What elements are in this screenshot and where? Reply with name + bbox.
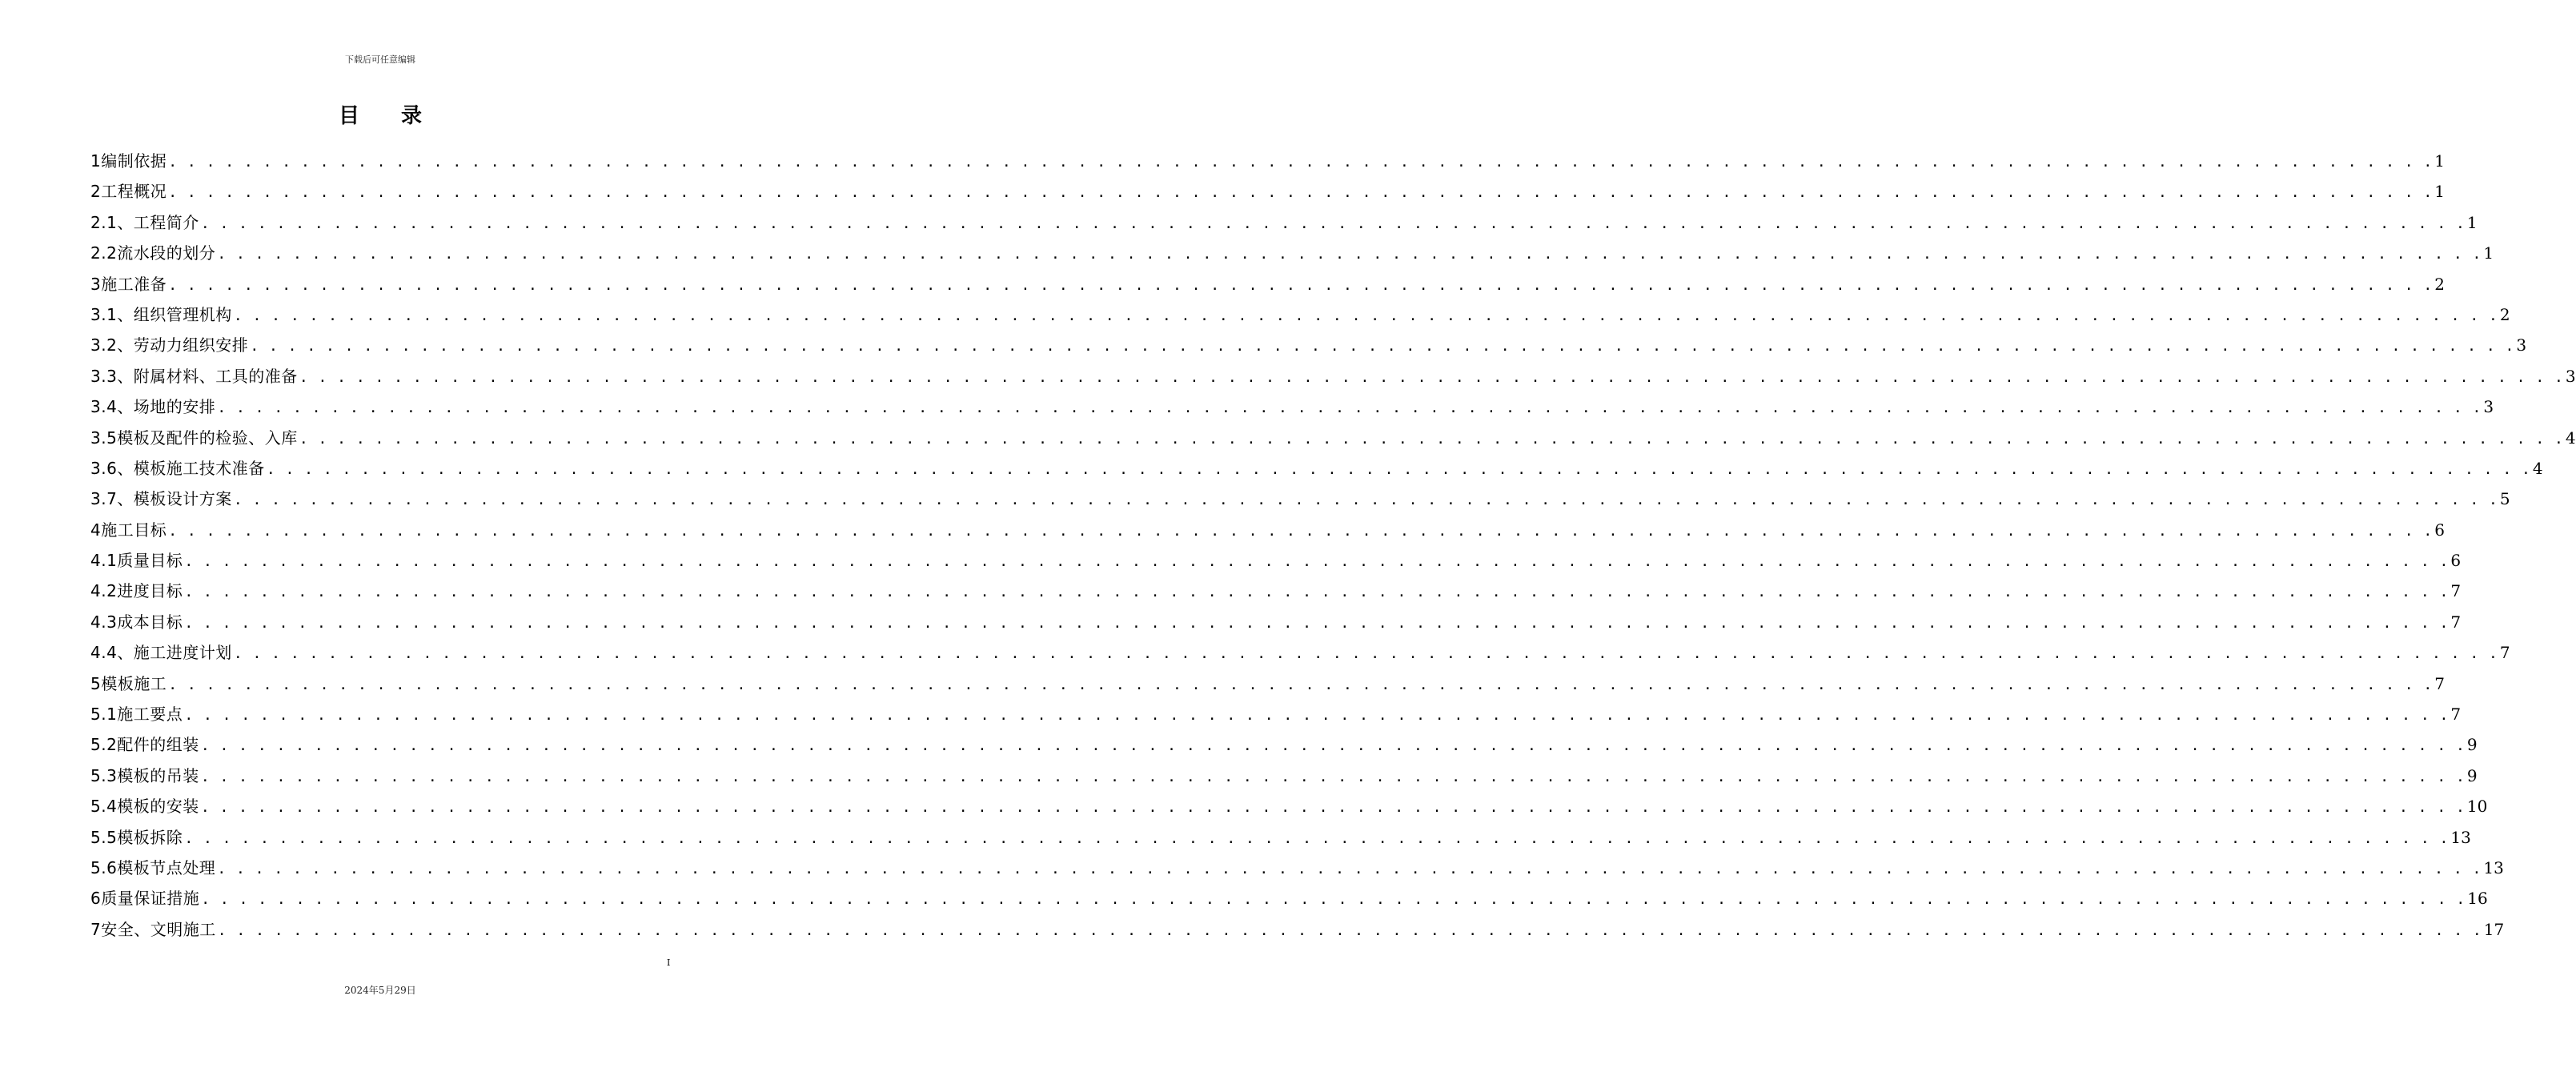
toc-dot-leader: . . . . . . . . . . . . . . . . . . . . . . . . . . . . . . . . . . . . . . . . . . . . . . . . . . . . . . . . . . . . . . . . . . . . . . . . . . . . . . . . . . . . . . . . . . . . . . . . . . . . . . . . . . . . . . . . . . . . . . . . xyxy=(233,645,2498,663)
toc-dot-leader: . . . . . . . . . . . . . . . . . . . . . . . . . . . . . . . . . . . . . . . . . . . . . . . . . . . . . . . . . . . . . . . . . . . . . . . . . . . . . . . . . . . . . . . . . . . . . . . . . . . . . . . . . . . . . . . . . . . . . . . . xyxy=(250,338,2515,355)
toc-entry-label: 5.1施工要点 xyxy=(90,705,183,725)
toc-entry-page: 10 xyxy=(2466,797,2488,817)
toc-entry-label: 4施工目标 xyxy=(90,520,167,540)
toc-entry-label: 5.5模板拆除 xyxy=(90,827,183,847)
toc-entry-page: 7 xyxy=(2450,705,2462,725)
toc-title xyxy=(0,99,760,129)
toc-entry-page: 1 xyxy=(2434,182,2445,202)
toc-entry-page: 9 xyxy=(2466,735,2478,755)
toc-entry[interactable] xyxy=(90,545,2462,576)
toc-entry-label: 5.2配件的组装 xyxy=(90,735,199,755)
footer-date: 2024年5月29日 xyxy=(344,985,416,996)
toc-entry-page: 6 xyxy=(2434,520,2445,540)
toc-entry[interactable] xyxy=(90,914,2505,945)
toc-entry[interactable] xyxy=(90,729,2478,760)
toc-entry-page: 3 xyxy=(2483,397,2494,417)
toc-entry-page: 16 xyxy=(2467,889,2488,909)
toc-entry-label: 3.3、附属材料、工具的准备 xyxy=(90,366,298,386)
toc-entry[interactable] xyxy=(90,761,2478,791)
toc-entry-page: 1 xyxy=(2483,243,2494,263)
toc-entry-label: 5.6模板节点处理 xyxy=(90,857,216,877)
toc-dot-leader: . . . . . . . . . . . . . . . . . . . . . . . . . . . . . . . . . . . . . . . . . . . . . . . . . . . . . . . . . . . . . . . . . . . . . . . . . . . . . . . . . . . . . . . . . . . . . . . . . . . . . . . . . . . . . . . . . . . . . . . . xyxy=(217,860,2482,877)
toc-dot-leader: . . . . . . . . . . . . . . . . . . . . . . . . . . . . . . . . . . . . . . . . . . . . . . . . . . . . . . . . . . . . . . . . . . . . . . . . . . . . . . . . . . . . . . . . . . . . . . . . . . . . . . . . . . . . . . . . . . . . . . . . xyxy=(184,614,2450,632)
toc-entry[interactable] xyxy=(90,207,2478,238)
toc-entry[interactable] xyxy=(90,330,2527,360)
toc-entry[interactable] xyxy=(90,269,2445,299)
toc-entry[interactable] xyxy=(90,637,2510,668)
header-note: 下载后可任意编辑 xyxy=(345,54,415,65)
toc-dot-leader: . . . . . . . . . . . . . . . . . . . . . . . . . . . . . . . . . . . . . . . . . . . . . . . . . . . . . . . . . . . . . . . . . . . . . . . . . . . . . . . . . . . . . . . . . . . . . . . . . . . . . . . . . . . . . . . . . . . . . . . . xyxy=(184,829,2450,847)
toc-entry[interactable] xyxy=(90,423,2576,453)
toc-entry[interactable] xyxy=(90,146,2445,176)
toc-entry-label: 4.1质量目标 xyxy=(90,551,183,571)
toc-entry-label: 5模板施工 xyxy=(90,673,167,693)
toc-entry[interactable] xyxy=(90,453,2543,484)
toc-entry-page: 7 xyxy=(2450,581,2462,601)
toc-dot-leader: . . . . . . . . . . . . . . . . . . . . . . . . . . . . . . . . . . . . . . . . . . . . . . . . . . . . . . . . . . . . . . . . . . . . . . . . . . . . . . . . . . . . . . . . . . . . . . . . . . . . . . . . . . . . . . . . . . . . . . . . xyxy=(217,921,2482,939)
page-number: I xyxy=(667,958,671,968)
toc-dot-leader: . . . . . . . . . . . . . . . . . . . . . . . . . . . . . . . . . . . . . . . . . . . . . . . . . . . . . . . . . . . . . . . . . . . . . . . . . . . . . . . . . . . . . . . . . . . . . . . . . . . . . . . . . . . . . . . . . . . . . . . . xyxy=(200,737,2466,755)
toc-entry-label: 6质量保证措施 xyxy=(90,889,200,909)
toc-dot-leader: . . . . . . . . . . . . . . . . . . . . . . . . . . . . . . . . . . . . . . . . . . . . . . . . . . . . . . . . . . . . . . . . . . . . . . . . . . . . . . . . . . . . . . . . . . . . . . . . . . . . . . . . . . . . . . . . . . . . . . . . xyxy=(217,399,2482,417)
toc-entry-label: 5.3模板的吊装 xyxy=(90,765,199,785)
toc-dot-leader: . . . . . . . . . . . . . . . . . . . . . . . . . . . . . . . . . . . . . . . . . . . . . . . . . . . . . . . . . . . . . . . . . . . . . . . . . . . . . . . . . . . . . . . . . . . . . . . . . . . . . . . . . . . . . . . . . . . . . . . . xyxy=(200,799,2466,817)
toc-entry[interactable] xyxy=(90,791,2488,821)
toc-entry-label: 4.2进度目标 xyxy=(90,581,183,601)
toc-entry-label: 3.6、模板施工技术准备 xyxy=(90,458,265,478)
toc-dot-leader: . . . . . . . . . . . . . . . . . . . . . . . . . . . . . . . . . . . . . . . . . . . . . . . . . . . . . . . . . . . . . . . . . . . . . . . . . . . . . . . . . . . . . . . . . . . . . . . . . . . . . . . . . . . . . . . . . . . . . . . . xyxy=(168,522,2434,540)
toc-entry-page: 4 xyxy=(2532,458,2543,478)
toc-title-char-2: 录 xyxy=(401,104,423,128)
toc-entry-page: 1 xyxy=(2434,151,2445,171)
toc-entry[interactable] xyxy=(90,176,2445,207)
toc-entry-label: 3.1、组织管理机构 xyxy=(90,304,232,324)
toc-entry[interactable] xyxy=(90,361,2576,391)
toc-entry-label: 3.2、劳动力组织安排 xyxy=(90,335,249,355)
toc-dot-leader: . . . . . . . . . . . . . . . . . . . . . . . . . . . . . . . . . . . . . . . . . . . . . . . . . . . . . . . . . . . . . . . . . . . . . . . . . . . . . . . . . . . . . . . . . . . . . . . . . . . . . . . . . . . . . . . . . . . . . . . . xyxy=(233,307,2498,324)
toc-entry-page: 9 xyxy=(2466,765,2478,785)
toc-entry-page: 7 xyxy=(2450,612,2462,632)
toc-entry-label: 3.5模板及配件的检验、入库 xyxy=(90,428,298,448)
toc-entry-page: 13 xyxy=(2483,857,2504,877)
toc-entry[interactable] xyxy=(90,576,2462,606)
toc-entry[interactable] xyxy=(90,699,2462,729)
toc-entry-label: 3.4、场地的安排 xyxy=(90,397,216,417)
toc-entry-page: 17 xyxy=(2483,919,2505,939)
toc-entry[interactable] xyxy=(90,238,2494,268)
toc-entry-page: 2 xyxy=(2499,304,2510,324)
toc-dot-leader: . . . . . . . . . . . . . . . . . . . . . . . . . . . . . . . . . . . . . . . . . . . . . . . . . . . . . . . . . . . . . . . . . . . . . . . . . . . . . . . . . . . . . . . . . . . . . . . . . . . . . . . . . . . . . . . . . . . . . . . . xyxy=(168,676,2434,693)
toc-title-char-1: 目 xyxy=(338,104,359,128)
toc-entry-page: 3 xyxy=(2516,335,2527,355)
toc-entry-page: 1 xyxy=(2466,212,2478,232)
toc-entry-label: 4.3成本目标 xyxy=(90,612,183,632)
toc-dot-leader: . . . . . . . . . . . . . . . . . . . . . . . . . . . . . . . . . . . . . . . . . . . . . . . . . . . . . . . . . . . . . . . . . . . . . . . . . . . . . . . . . . . . . . . . . . . . . . . . . . . . . . . . . . . . . . . . . . . . . . . . xyxy=(200,768,2466,785)
toc-entry-label: 2工程概况 xyxy=(90,182,167,202)
toc-dot-leader: . . . . . . . . . . . . . . . . . . . . . . . . . . . . . . . . . . . . . . . . . . . . . . . . . . . . . . . . . . . . . . . . . . . . . . . . . . . . . . . . . . . . . . . . . . . . . . . . . . . . . . . . . . . . . . . . . . . . . . . . xyxy=(299,368,2564,386)
toc-dot-leader: . . . . . . . . . . . . . . . . . . . . . . . . . . . . . . . . . . . . . . . . . . . . . . . . . . . . . . . . . . . . . . . . . . . . . . . . . . . . . . . . . . . . . . . . . . . . . . . . . . . . . . . . . . . . . . . . . . . . . . . . xyxy=(299,430,2564,448)
toc-entry-page: 13 xyxy=(2450,827,2471,847)
toc-dot-leader: . . . . . . . . . . . . . . . . . . . . . . . . . . . . . . . . . . . . . . . . . . . . . . . . . . . . . . . . . . . . . . . . . . . . . . . . . . . . . . . . . . . . . . . . . . . . . . . . . . . . . . . . . . . . . . . . . . . . . . . . xyxy=(184,553,2450,571)
toc-entry-label: 3施工准备 xyxy=(90,274,167,294)
toc-dot-leader: . . . . . . . . . . . . . . . . . . . . . . . . . . . . . . . . . . . . . . . . . . . . . . . . . . . . . . . . . . . . . . . . . . . . . . . . . . . . . . . . . . . . . . . . . . . . . . . . . . . . . . . . . . . . . . . . . . . . . . . . xyxy=(200,215,2466,232)
toc-entry-page: 5 xyxy=(2499,489,2510,509)
toc-dot-leader: . . . . . . . . . . . . . . . . . . . . . . . . . . . . . . . . . . . . . . . . . . . . . . . . . . . . . . . . . . . . . . . . . . . . . . . . . . . . . . . . . . . . . . . . . . . . . . . . . . . . . . . . . . . . . . . . . . . . . . . . xyxy=(184,707,2450,725)
toc-entry-label: 3.7、模板设计方案 xyxy=(90,489,232,509)
toc-dot-leader: . . . . . . . . . . . . . . . . . . . . . . . . . . . . . . . . . . . . . . . . . . . . . . . . . . . . . . . . . . . . . . . . . . . . . . . . . . . . . . . . . . . . . . . . . . . . . . . . . . . . . . . . . . . . . . . . . . . . . . . . xyxy=(168,184,2434,202)
toc-dot-leader: . . . . . . . . . . . . . . . . . . . . . . . . . . . . . . . . . . . . . . . . . . . . . . . . . . . . . . . . . . . . . . . . . . . . . . . . . . . . . . . . . . . . . . . . . . . . . . . . . . . . . . . . . . . . . . . . . . . . . . . . xyxy=(168,276,2434,294)
toc-entry[interactable] xyxy=(90,883,2488,913)
toc-entry-label: 2.2流水段的划分 xyxy=(90,243,216,263)
toc-dot-leader: . . . . . . . . . . . . . . . . . . . . . . . . . . . . . . . . . . . . . . . . . . . . . . . . . . . . . . . . . . . . . . . . . . . . . . . . . . . . . . . . . . . . . . . . . . . . . . . . . . . . . . . . . . . . . . . . . . . . . . . . xyxy=(201,891,2466,909)
toc-entry-label: 1编制依据 xyxy=(90,151,167,171)
toc-entry[interactable] xyxy=(90,391,2494,422)
toc-entry-label: 2.1、工程简介 xyxy=(90,212,199,232)
toc-entry-label: 7安全、文明施工 xyxy=(90,919,216,939)
toc-entry-page: 2 xyxy=(2434,274,2445,294)
toc-entry-page: 3 xyxy=(2565,366,2576,386)
toc-dot-leader: . . . . . . . . . . . . . . . . . . . . . . . . . . . . . . . . . . . . . . . . . . . . . . . . . . . . . . . . . . . . . . . . . . . . . . . . . . . . . . . . . . . . . . . . . . . . . . . . . . . . . . . . . . . . . . . . . . . . . . . . xyxy=(168,154,2434,171)
toc-dot-leader: . . . . . . . . . . . . . . . . . . . . . . . . . . . . . . . . . . . . . . . . . . . . . . . . . . . . . . . . . . . . . . . . . . . . . . . . . . . . . . . . . . . . . . . . . . . . . . . . . . . . . . . . . . . . . . . . . . . . . . . . xyxy=(184,584,2450,601)
toc-entry-page: 6 xyxy=(2450,551,2462,571)
toc-entry[interactable] xyxy=(90,853,2504,883)
toc-entry[interactable] xyxy=(90,515,2445,545)
toc-entry-page: 7 xyxy=(2434,673,2445,693)
toc-entry-page: 4 xyxy=(2565,428,2576,448)
toc-dot-leader: . . . . . . . . . . . . . . . . . . . . . . . . . . . . . . . . . . . . . . . . . . . . . . . . . . . . . . . . . . . . . . . . . . . . . . . . . . . . . . . . . . . . . . . . . . . . . . . . . . . . . . . . . . . . . . . . . . . . . . . . xyxy=(217,246,2482,263)
toc-entry[interactable] xyxy=(90,822,2471,853)
toc-dot-leader: . . . . . . . . . . . . . . . . . . . . . . . . . . . . . . . . . . . . . . . . . . . . . . . . . . . . . . . . . . . . . . . . . . . . . . . . . . . . . . . . . . . . . . . . . . . . . . . . . . . . . . . . . . . . . . . . . . . . . . . . xyxy=(233,492,2498,509)
toc-entry[interactable] xyxy=(90,484,2510,514)
toc-entry-label: 5.4模板的安装 xyxy=(90,797,199,817)
toc-entry[interactable] xyxy=(90,607,2462,637)
toc-dot-leader: . . . . . . . . . . . . . . . . . . . . . . . . . . . . . . . . . . . . . . . . . . . . . . . . . . . . . . . . . . . . . . . . . . . . . . . . . . . . . . . . . . . . . . . . . . . . . . . . . . . . . . . . . . . . . . . . . . . . . . . . xyxy=(266,460,2531,478)
toc-entry-page: 7 xyxy=(2499,643,2510,663)
toc-entry-label: 4.4、施工进度计划 xyxy=(90,643,232,663)
toc-entry[interactable] xyxy=(90,299,2510,330)
toc-list xyxy=(90,146,2576,945)
toc-entry[interactable] xyxy=(90,668,2445,699)
